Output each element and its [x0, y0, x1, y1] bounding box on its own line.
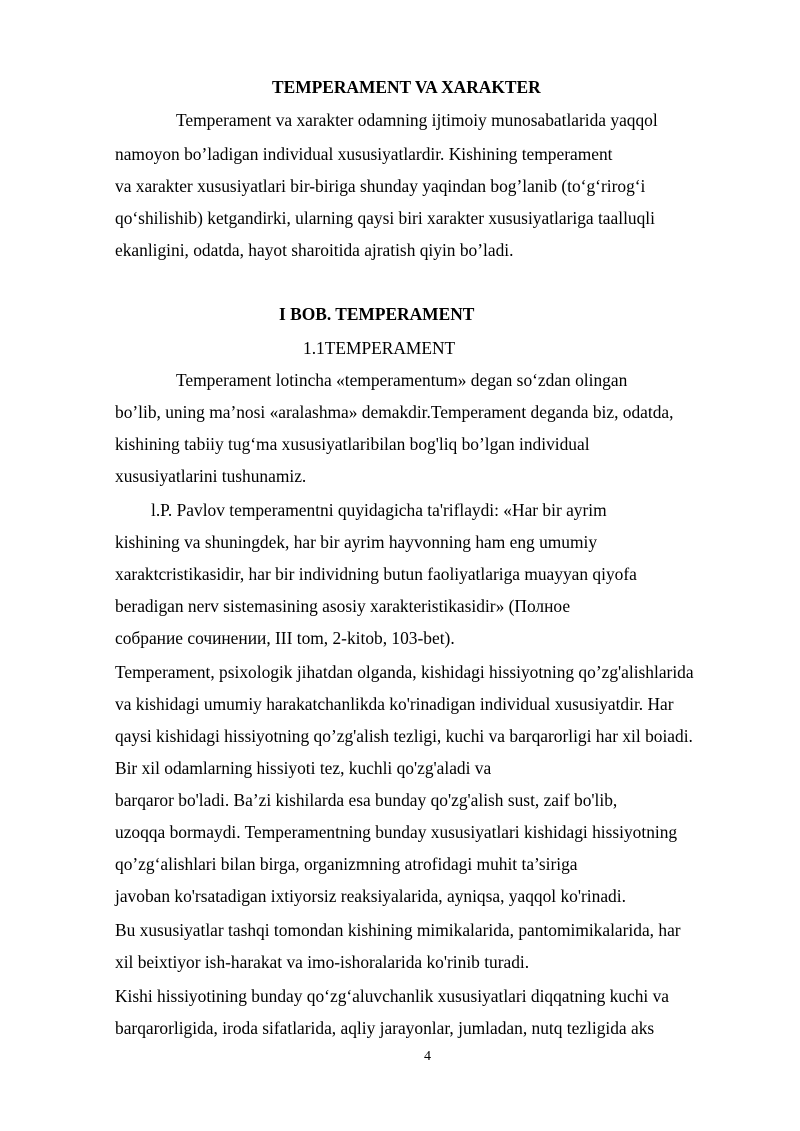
text-line: javoban ko'rsatadigan ixtiyorsiz reaksiyalarida, ayniqsa, yaqqol ko'rinadi. — [115, 886, 626, 906]
text-line: beradigan nerv sistemasining asosiy xarakteristikasidir» (Полное — [115, 596, 571, 616]
text-line: Bu xususiyatlar tashqi tomondan kishining mimikalarida, pantomimikalarida, har — [115, 920, 681, 940]
text-line: xususiyatlarini tushunamiz. — [115, 466, 307, 486]
text-line: qo‘shilishib) ketgandirki, ularning qaysi biri xarakter xususiyatlariga taalluqli — [115, 208, 655, 228]
text-line: bo’lib, uning ma’nosi «aralashma» demakdir.Temperament deganda biz, odatda, — [115, 402, 674, 422]
text-line: Kishi hissiyotining bunday qo‘zg‘aluvchanlik xususiyatlari diqqatning kuchi va — [115, 986, 670, 1006]
text-line: kishining va shuningdek, har bir ayrim hayvonning ham eng umumiy — [115, 532, 598, 552]
text-line: uzoqqa bormaydi. Temperamentning bunday xususiyatlari kishidagi hissiyotning — [115, 822, 678, 842]
text-line: va kishidagi umumiy harakatchanlikda ko'rinadigan individual xususiyatdir. Har — [115, 694, 674, 714]
text-line: собрание сочинении, III tom, 2-kitob, 103-bet). — [115, 628, 455, 648]
text-line: Bir xil odamlarning hissiyoti tez, kuchli qo'zg'aladi va — [115, 758, 492, 778]
text-line: Temperament lotincha «temperamentum» degan so‘zdan olingan — [176, 370, 628, 390]
document-title: TEMPERAMENT VA XARAKTER — [272, 77, 541, 97]
text-line: qo’zg‘alishlari bilan birga, organizmning atrofidagi muhit ta’siriga — [115, 854, 578, 874]
text-line: barqaror bo'ladi. Ba’zi kishilarda esa bunday qo'zg'alish sust, zaif bo'lib, — [115, 790, 618, 810]
text-line: Temperament, psixologik jihatdan olganda, kishidagi hissiyotning qo’zg'alishlarida — [115, 662, 694, 682]
text-line: xil beixtiyor ish-harakat va imo-ishoralarida ko'rinib turadi. — [115, 952, 530, 972]
section-title: 1.1TEMPERAMENT — [303, 338, 456, 358]
text-line: va xarakter xususiyatlari bir-biriga shunday yaqindan bog’lanib (to‘g‘rirog‘i — [115, 176, 646, 196]
page-number: 4 — [424, 1049, 431, 1064]
chapter-title: I BOB. TEMPERAMENT — [279, 304, 475, 324]
text-line: namoyon bo’ladigan individual xususiyatlardir. Kishining temperament — [115, 144, 613, 164]
text-line: l.P. Pavlov temperamentni quyidagicha ta'riflaydi: «Har bir ayrim — [151, 500, 607, 520]
text-line: qaysi kishidagi hissiyotning qo’zg'alish tezligi, kuchi va barqarorligi har xil boiadi. — [115, 726, 693, 746]
text-line: kishining tabiiy tug‘ma xususiyatlaribilan bog'liq bo’lgan individual — [115, 434, 590, 454]
text-line: barqarorligida, iroda sifatlarida, aqliy jarayonlar, jumladan, nutq tezligida aks — [115, 1018, 655, 1038]
text-line: Temperament va xarakter odamning ijtimoiy munosabatlarida yaqqol — [176, 110, 658, 130]
text-line: ekanligini, odatda, hayot sharoitida ajratish qiyin bo’ladi. — [115, 240, 514, 260]
text-line: xaraktcristikasidir, har bir individning butun faoliyatlariga muayyan qiyofa — [115, 564, 637, 584]
